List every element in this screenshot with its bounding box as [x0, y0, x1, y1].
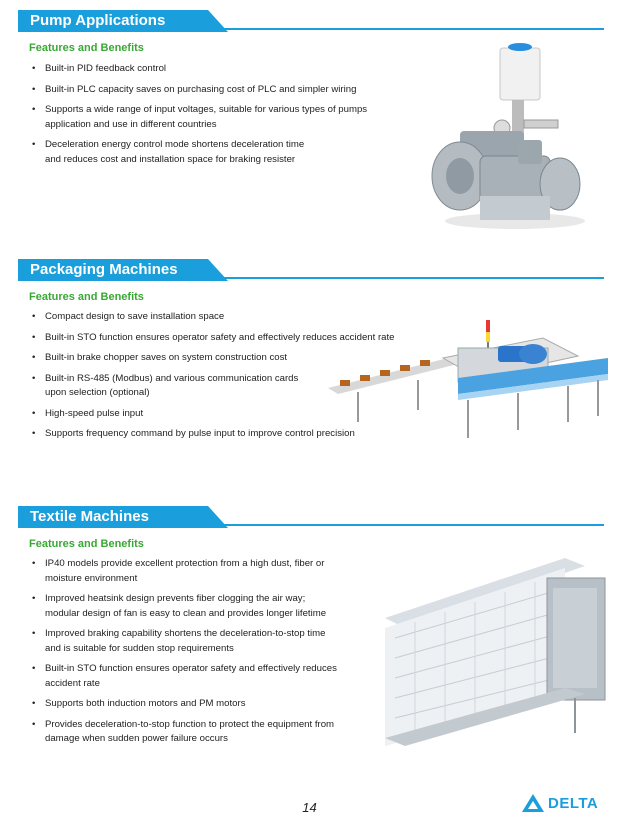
- feature-text: and reduces cost and installation space for braking resister: [45, 153, 296, 165]
- feature-text: Supports a wide range of input voltages, suitable for various types of pumps: [45, 104, 368, 115]
- feature-item: [29, 62, 409, 77]
- feature-text: Built-in RS-485 (Modbus) and various communication cards: [45, 372, 299, 384]
- feature-text: Supports both induction motors and PM motors: [45, 698, 246, 709]
- feature-text: moisture environment: [45, 572, 138, 584]
- feature-text: Compact design to save installation space: [45, 311, 225, 322]
- feature-text: and is suitable for sudden stop requirements: [45, 642, 234, 654]
- section-header-textile: [18, 506, 604, 528]
- section-title: Packaging Machines: [30, 261, 178, 278]
- feature-item: [29, 103, 409, 132]
- section-subtitle: Features and Benefits: [29, 291, 144, 303]
- section-header-pump: [18, 10, 604, 32]
- delta-logo-text: DELTA: [548, 795, 599, 812]
- section-title: Pump Applications: [30, 12, 166, 29]
- feature-text: Improved heatsink design prevents fiber clogging the air way;: [45, 593, 306, 604]
- feature-text: application and use in different countries: [45, 118, 217, 130]
- feature-item: [29, 697, 389, 712]
- delta-triangle-icon: [522, 794, 544, 812]
- page-number: 14: [302, 800, 317, 815]
- section-subtitle: Features and Benefits: [29, 538, 144, 550]
- feature-item: [29, 83, 409, 98]
- packaging-machine-image: [318, 318, 610, 448]
- textile-machine-image: [385, 548, 610, 748]
- feature-text: Built-in brake chopper saves on system construction cost: [45, 352, 288, 363]
- feature-text: Built-in PLC capacity saves on purchasing cost of PLC and simpler wiring: [45, 83, 357, 95]
- feature-list-pump: [29, 62, 409, 173]
- pump-image: [420, 36, 610, 236]
- feature-text: accident rate: [45, 677, 100, 689]
- delta-logo: [522, 792, 614, 814]
- feature-text: Provides deceleration-to-stop function to protect the equipment from: [45, 718, 335, 730]
- feature-text: Supports frequency command by pulse input to improve control precision: [45, 428, 355, 439]
- feature-item: [29, 557, 389, 586]
- feature-text: High-speed pulse input: [45, 407, 144, 419]
- feature-text: Improved braking capability shortens the deceleration-to-stop time: [45, 628, 326, 639]
- section-title: Textile Machines: [30, 508, 149, 525]
- section-header-packaging: [18, 259, 604, 281]
- feature-text: Built-in PID feedback control: [45, 63, 167, 74]
- feature-text: Deceleration energy control mode shortens deceleration time: [45, 139, 305, 150]
- feature-item: [29, 138, 409, 167]
- feature-item: [29, 592, 389, 621]
- feature-text: modular design of fan is easy to clean and provides longer lifetime: [45, 607, 327, 619]
- feature-item: [29, 718, 389, 747]
- feature-text: upon selection (optional): [45, 387, 150, 398]
- feature-text: Built-in STO function ensures operator safety and effectively reduces accident rate: [45, 331, 395, 343]
- feature-item: [29, 662, 389, 691]
- feature-text: IP40 models provide excellent protection from a high dust, fiber or: [45, 558, 325, 569]
- feature-text: damage when sudden power failure occurs: [45, 733, 228, 744]
- feature-list-textile: [29, 557, 389, 753]
- section-subtitle: Features and Benefits: [29, 42, 144, 54]
- feature-item: [29, 627, 389, 656]
- feature-text: Built-in STO function ensures operator safety and effectively reduces: [45, 663, 337, 674]
